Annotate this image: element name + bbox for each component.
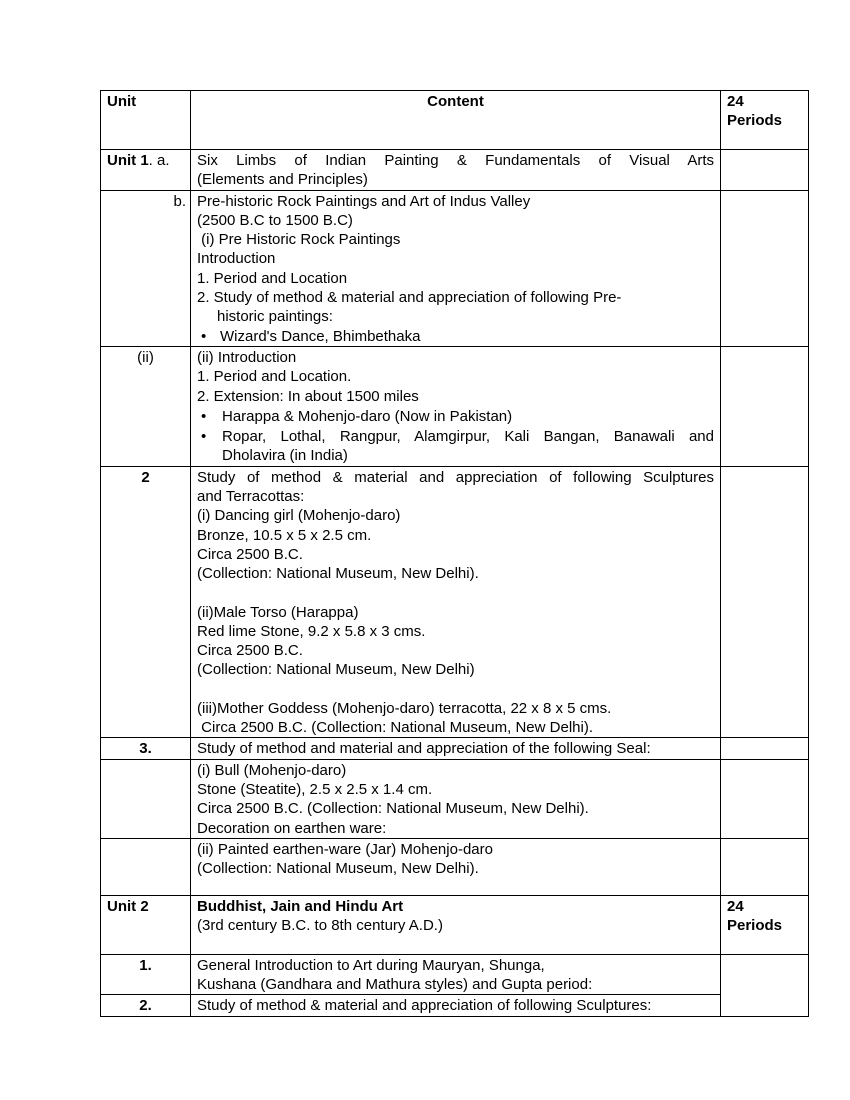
unit2-content	[191, 895, 721, 954]
unit1-row-seal	[101, 759, 809, 838]
unit1-b-item1: 1. Period and Location	[197, 269, 348, 287]
list-item: • Harappa & Mohenjo-daro (Now in Pakistan)	[197, 407, 714, 426]
unit2-num1-label: 1.	[139, 956, 152, 974]
unit1-jar-content	[191, 838, 721, 895]
unit2-row-1	[101, 954, 809, 995]
unit1-row-a	[101, 150, 809, 191]
unit1-num2-label: 2	[141, 468, 150, 486]
unit1-jar-title: (ii) Painted earthen-ware (Jar) Mohenjo-daro	[197, 840, 493, 858]
unit1-b-periods	[721, 190, 809, 346]
unit2-label	[101, 895, 191, 954]
syllabus-table	[100, 90, 809, 1017]
unit1-a-content	[191, 150, 721, 191]
unit1-jar-collection: (Collection: National Museum, New Delhi).	[197, 860, 479, 878]
unit1-ii-bullet2a: • Ropar, Lothal, Rangpur, Alamgirpur, Kali Bangan, Banawali and	[222, 428, 714, 446]
unit1-sub-ii	[101, 346, 191, 466]
unit1-a-periods	[721, 150, 809, 191]
unit1-row-ii	[101, 346, 809, 466]
unit1-row-jar	[101, 838, 809, 895]
header-unit: Unit	[101, 91, 191, 150]
unit1-seal-decoration: Decoration on earthen ware:	[197, 819, 387, 837]
unit1-num3	[101, 738, 191, 759]
unit2-num2-label: 2.	[139, 997, 152, 1015]
unit1-2-s1-collection: (Collection: National Museum, New Delhi).	[197, 565, 479, 583]
unit1-b-title: Pre-historic Rock Paintings and Art of Indus Valley	[197, 192, 531, 210]
unit1-2-s2-title: (ii)Male Torso (Harappa)	[197, 603, 359, 621]
unit2-title: Buddhist, Jain and Hindu Art	[197, 897, 404, 915]
spacer	[197, 584, 714, 603]
unit1-label-cell	[101, 150, 191, 191]
unit1-3-content: Study of method and material and appreciation of the following Seal:	[191, 738, 721, 759]
list-item	[197, 427, 714, 466]
unit1-ii-bullets	[197, 407, 714, 466]
unit1-2-s3-date: Circa 2500 B.C. (Collection: National Museum, New Delhi).	[197, 719, 593, 737]
unit1-sub-b-label: b.	[173, 192, 186, 210]
unit2-periods-word: Periods	[727, 917, 783, 935]
unit1-seal-material: Stone (Steatite), 2.5 x 2.5 x 1.4 cm.	[197, 780, 433, 798]
unit1-b-bullets	[197, 327, 714, 346]
list-item: • Wizard's Dance, Bhimbethaka	[197, 327, 714, 346]
unit1-row-3	[101, 738, 809, 759]
unit1-2-periods	[721, 466, 809, 738]
unit1-sub-a: . a.	[148, 152, 170, 169]
header-periods-word: Periods	[727, 112, 783, 130]
header-periods	[721, 91, 809, 150]
unit1-2-s2-collection: (Collection: National Museum, New Delhi)	[197, 661, 475, 679]
header-content: Content	[191, 91, 721, 150]
unit1-jar-num	[101, 838, 191, 895]
unit1-jar-periods	[721, 838, 809, 895]
unit1-2-s1-title: (i) Dancing girl (Mohenjo-daro)	[197, 507, 401, 525]
unit1-3-periods	[721, 738, 809, 759]
unit2-row	[101, 895, 809, 954]
unit1-num3-label: 3.	[139, 740, 152, 758]
unit1-b-item2a: 2. Study of method & material and appreciation of following Pre-	[197, 289, 622, 307]
unit1-b-item2b: historic paintings:	[217, 308, 333, 326]
unit1-row-2	[101, 466, 809, 738]
unit1-ii-content	[191, 346, 721, 466]
spacer	[197, 680, 714, 699]
unit1-2-s1-date: Circa 2500 B.C.	[197, 545, 303, 563]
unit1-sub-ii-label: (ii)	[137, 348, 154, 366]
unit1-ii-intro: (ii) Introduction	[197, 348, 297, 366]
unit1-2-intro-a: Study of method & material and appreciation of following Sculptures	[197, 468, 714, 486]
unit1-ii-periods	[721, 346, 809, 466]
unit2-label-text: Unit 2	[107, 897, 149, 915]
unit1-num2	[101, 466, 191, 738]
unit1-2-s2-date: Circa 2500 B.C.	[197, 642, 303, 660]
unit1-2-content	[191, 466, 721, 738]
unit1-2-s3-title: (iii)Mother Goddess (Mohenjo-daro) terracotta, 22 x 8 x 5 cms.	[197, 699, 612, 717]
unit2-row-2	[101, 995, 809, 1016]
unit1-2-s2-material: Red lime Stone, 9.2 x 5.8 x 3 cms.	[197, 622, 426, 640]
unit1-seal-num	[101, 759, 191, 838]
unit2-dates: (3rd century B.C. to 8th century A.D.)	[197, 917, 443, 935]
unit1-b-intro: Introduction	[197, 250, 276, 268]
unit1-2-s1-material: Bronze, 10.5 x 5 x 2.5 cm.	[197, 526, 372, 544]
unit1-seal-content	[191, 759, 721, 838]
header-periods-number: 24	[727, 93, 744, 110]
unit2-1-line-a: General Introduction to Art during Mauryan, Shunga,	[197, 956, 545, 974]
unit2-1-periods	[721, 954, 809, 1016]
unit2-1-line-b: Kushana (Gandhara and Mathura styles) and Gupta period:	[197, 976, 593, 994]
header-row	[101, 91, 809, 150]
unit1-row-b	[101, 190, 809, 346]
unit1-b-dates: (2500 B.C to 1500 B.C)	[197, 211, 353, 229]
unit2-periods	[721, 895, 809, 954]
unit1-b-sub: (i) Pre Historic Rock Paintings	[197, 231, 401, 249]
unit1-2-intro-b: and Terracottas:	[197, 488, 305, 506]
unit2-num2	[101, 995, 191, 1016]
unit1-ii-item2: 2. Extension: In about 1500 miles	[197, 387, 419, 405]
unit1-seal-title: (i) Bull (Mohenjo-daro)	[197, 761, 347, 779]
unit1-a-line2: (Elements and Principles)	[197, 171, 368, 189]
unit1-ii-item1: 1. Period and Location.	[197, 368, 352, 386]
unit2-2-content: Study of method & material and appreciation of following Sculptures:	[191, 995, 721, 1016]
unit1-ii-bullet2b: Dholavira (in India)	[222, 447, 348, 465]
unit2-num1	[101, 954, 191, 995]
unit1-a-line1: Six Limbs of Indian Painting & Fundamentals of Visual Arts	[197, 152, 714, 169]
unit1-seal-periods	[721, 759, 809, 838]
unit1-label: Unit 1	[107, 152, 149, 169]
unit2-1-content	[191, 954, 721, 995]
unit1-b-content	[191, 190, 721, 346]
unit2-periods-number: 24	[727, 897, 744, 915]
unit1-seal-date: Circa 2500 B.C. (Collection: National Museum, New Delhi).	[197, 800, 589, 818]
unit1-sub-b	[101, 190, 191, 346]
